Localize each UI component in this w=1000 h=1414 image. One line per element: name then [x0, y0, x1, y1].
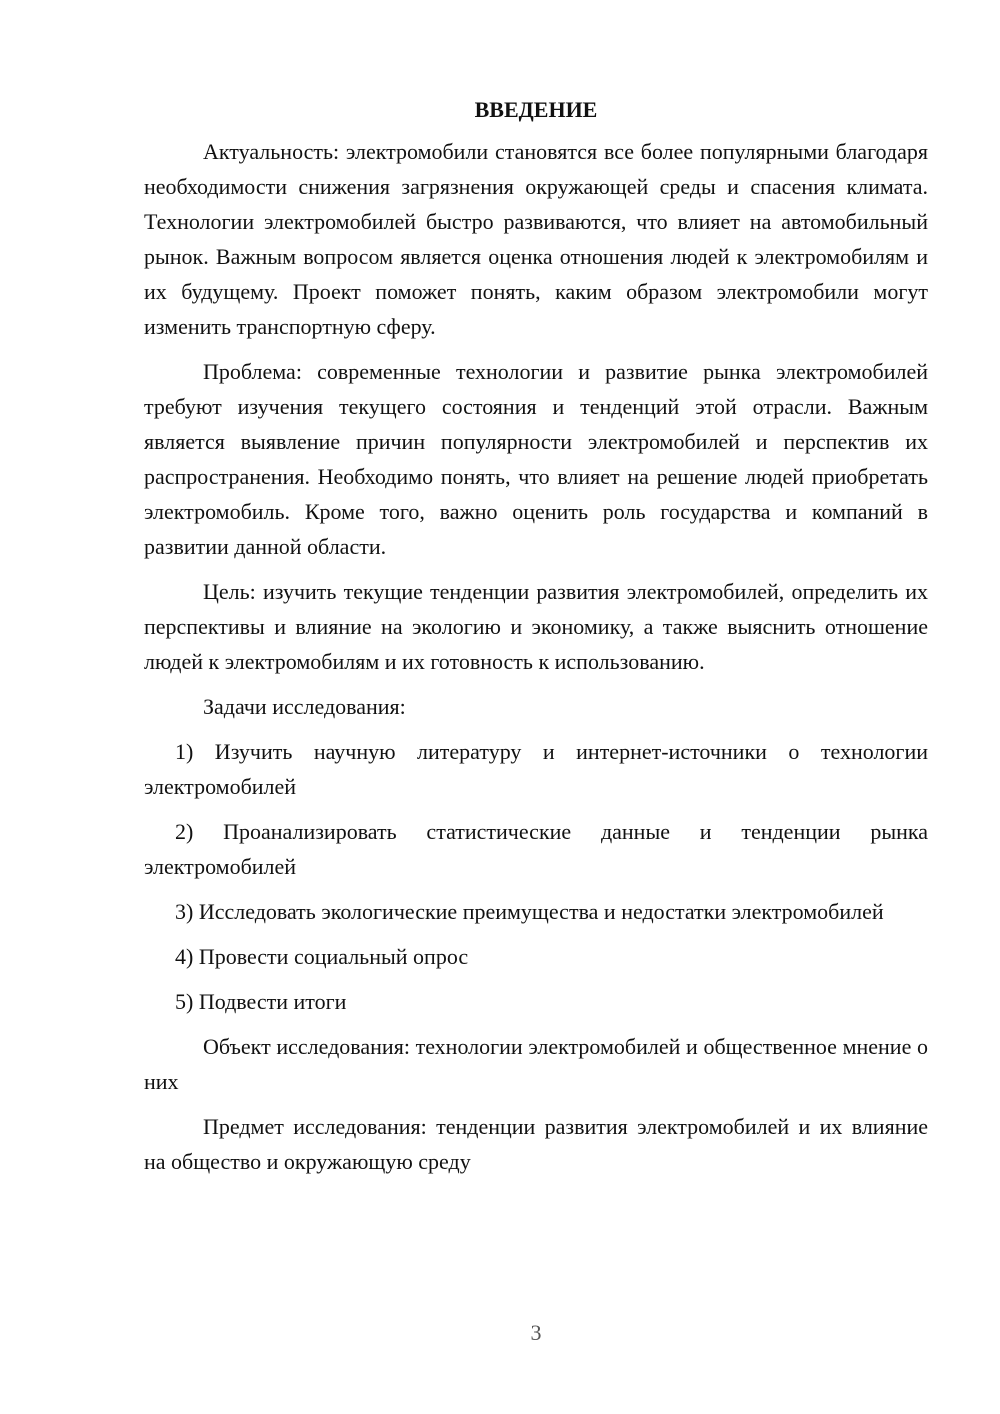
- page-number: 3: [530, 1320, 542, 1345]
- task-item-3: 3) Исследовать экологические преимущества и недостатки электромобилей: [175, 899, 884, 924]
- task-item-1: 1) Изучить научную литературу и интернет-источники о технологии электромобилей: [144, 739, 928, 799]
- subject-paragraph: Предмет исследования: тенденции развития электромобилей и их влияние на общество и окружающую среду: [144, 1114, 928, 1174]
- goal-paragraph: Цель: изучить текущие тенденции развития электромобилей, определить их перспективы и влияние на экологию и экономику, а также выяснить отношение людей к электромобилям и их готовность к использованию.: [144, 579, 928, 674]
- tasks-heading: Задачи исследования:: [203, 694, 406, 719]
- task-item-2: 2) Проанализировать статистические данные и тенденции рынка электромобилей: [144, 819, 928, 879]
- task-item-4: 4) Провести социальный опрос: [175, 944, 469, 969]
- relevance-paragraph: Актуальность: электромобили становятся все более популярными благодаря необходимости снижения загрязнения окружающей среды и спасения климата. Технологии электромобилей быстро развиваются, что влияет на автомобильный рынок. Важным вопросом является оценка отношения людей к электромобилям и их будущему. Проект поможет понять, каким образом электромобили могут изменить транспортную сферу.: [144, 139, 928, 339]
- problem-paragraph: Проблема: современные технологии и развитие рынка электромобилей требуют изучения текущего состояния и тенденций этой отрасли. Важным является выявление причин популярности электромобилей и перспектив их распространения. Необходимо понять, что влияет на решение людей приобретать электромобиль. Кроме того, важно оценить роль государства и компаний в развитии данной области.: [144, 359, 928, 559]
- page-title: ВВЕДЕНИЕ: [474, 97, 598, 122]
- object-paragraph: Объект исследования: технологии электромобилей и общественное мнение о них: [144, 1034, 928, 1094]
- document-body: [144, 90, 928, 1189]
- task-item-5: 5) Подвести итоги: [175, 989, 347, 1014]
